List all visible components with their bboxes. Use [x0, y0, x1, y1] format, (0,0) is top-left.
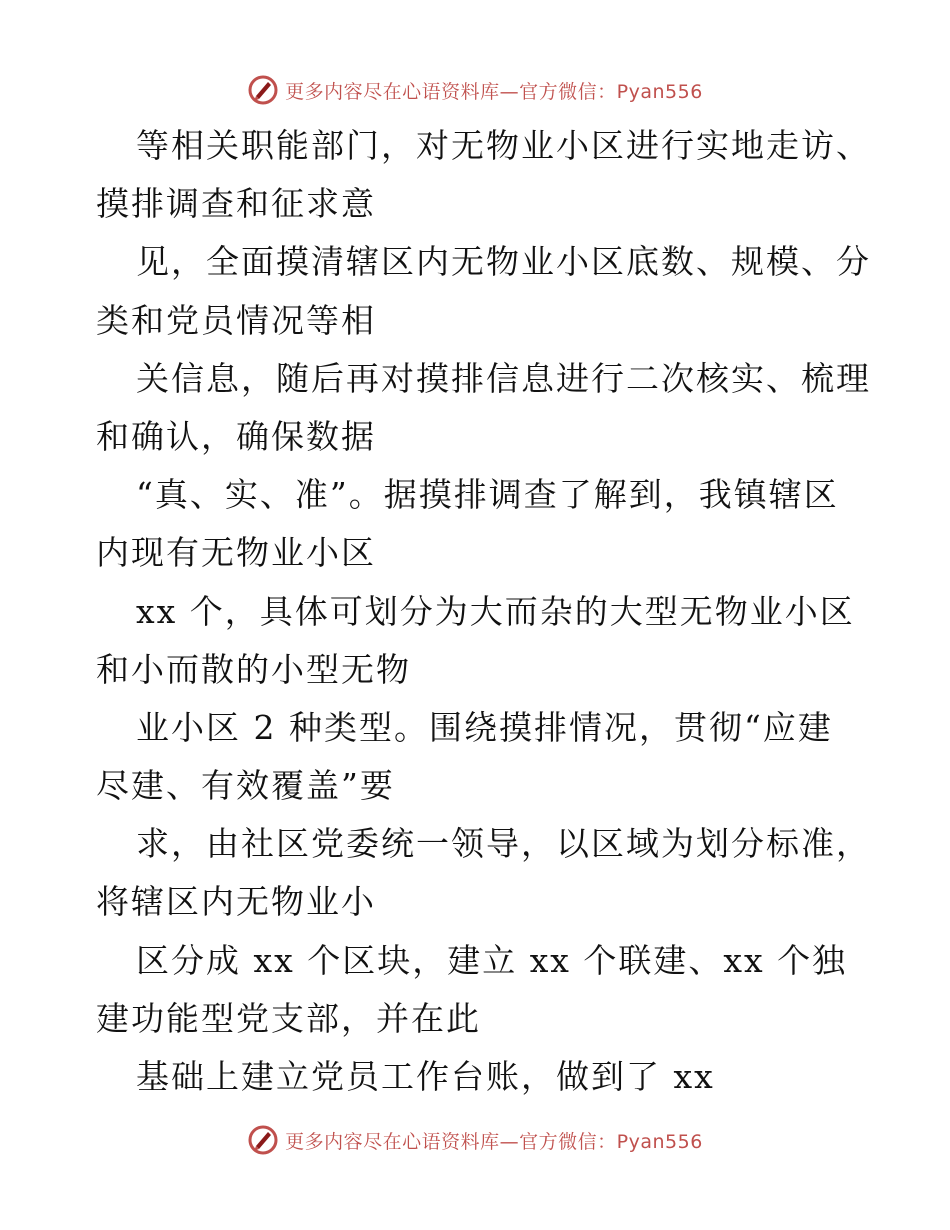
text-line: 见，全面摸清辖区内无物业小区底数、规模、分 [136, 242, 871, 282]
text-line: 基础上建立党员工作台账，做到了 xx [136, 1057, 715, 1096]
text-line: 将辖区内无物业小 [96, 882, 376, 922]
text-line: 和小而散的小型无物 [96, 649, 411, 689]
text-line: 求，由社区党委统一领导，以区域为划分标准， [136, 824, 871, 864]
text-line: 类和党员情况等相 [96, 300, 376, 340]
text-line: 业小区 2 种类型。围绕摸排情况，贯彻“应建 [136, 707, 833, 747]
text-line: 等相关职能部门，对无物业小区进行实地走访、 [136, 126, 871, 165]
text-line: “真、实、准”。据摸排调查了解到，我镇辖区 [136, 475, 839, 515]
text-line: xx 个，具体可划分为大而杂的大型无物业小区 [136, 591, 855, 631]
text-line: 和确认，确保数据 [96, 416, 376, 456]
pen-circle-logo-icon [247, 1124, 279, 1156]
pen-circle-logo-icon [247, 74, 279, 106]
watermark-text: 更多内容尽在心语资料库—官方微信：Pyan556 [285, 80, 703, 103]
header-watermark [0, 70, 950, 110]
text-line: 区分成 xx 个区块，建立 xx 个联建、xx 个独 [136, 940, 848, 980]
text-line: 摸排调查和征求意 [96, 184, 376, 224]
document-body [96, 117, 871, 1106]
text-line: 尽建、有效覆盖”要 [96, 766, 395, 806]
watermark-text: 更多内容尽在心语资料库—官方微信：Pyan556 [285, 1130, 703, 1153]
text-line: 建功能型党支部，并在此 [96, 998, 481, 1038]
text-line: 关信息，随后再对摸排信息进行二次核实、梳理 [136, 358, 871, 398]
footer-watermark [0, 1120, 950, 1160]
text-line: 内现有无物业小区 [96, 533, 376, 573]
